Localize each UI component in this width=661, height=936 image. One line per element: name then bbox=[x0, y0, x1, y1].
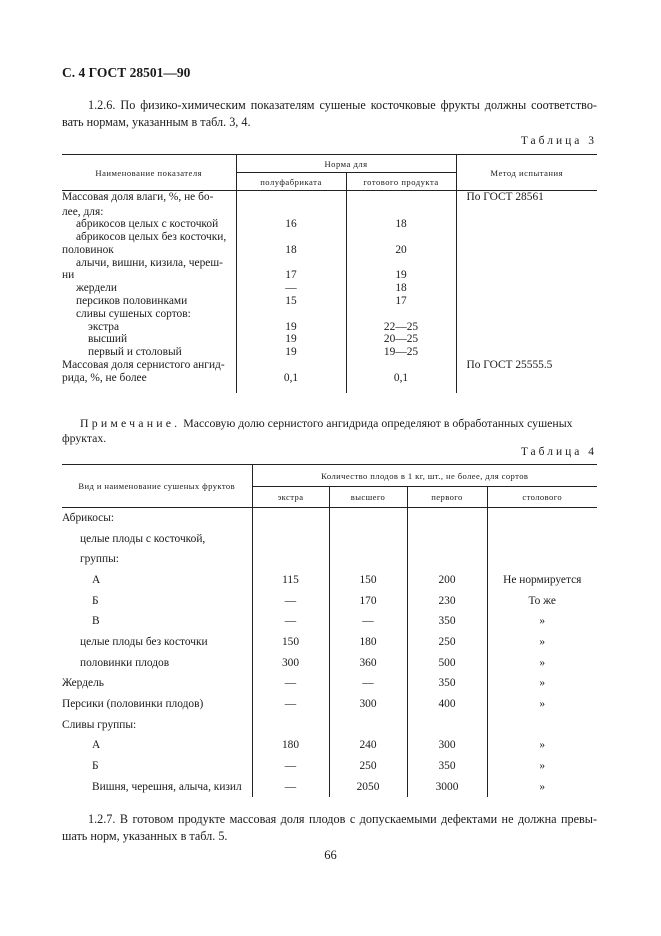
t4-cell-extra bbox=[252, 714, 329, 735]
table-row bbox=[62, 632, 597, 653]
t3-cell-ready: 18 bbox=[346, 282, 456, 295]
t3-cell-ready: 20—25 bbox=[346, 333, 456, 346]
table-row bbox=[62, 333, 597, 346]
t4-cell-high: 2050 bbox=[329, 776, 407, 797]
t4-cell-first: 200 bbox=[407, 570, 487, 591]
t3-cell-name: абрикосов целых без косточки, bbox=[76, 231, 227, 244]
note-label: Примечание. bbox=[80, 416, 181, 430]
t3-cell-method bbox=[456, 244, 597, 257]
table-row bbox=[62, 191, 597, 206]
t4-cell-table: То же bbox=[487, 590, 597, 611]
t3-cell-name: экстра bbox=[88, 320, 120, 333]
t3-cell-ready: 19—25 bbox=[346, 346, 456, 359]
t3-cell-semi: 15 bbox=[236, 295, 346, 308]
t3-cell-ready bbox=[346, 231, 456, 244]
t3-cell-name: сливы сушеных сортов: bbox=[76, 307, 191, 320]
t4-cell-first: 230 bbox=[407, 590, 487, 611]
t4-header-qty: Количество плодов в 1 кг, шт., не более, для сортов bbox=[252, 465, 597, 487]
table-row bbox=[62, 570, 597, 591]
t3-cell-method bbox=[456, 231, 597, 244]
t3-cell-semi bbox=[236, 206, 346, 219]
t3-cell-name: первый и столовый bbox=[88, 346, 182, 359]
table-row bbox=[62, 549, 597, 570]
t4-cell-name: Б bbox=[92, 594, 99, 607]
t4-header-extra: экстра bbox=[252, 487, 329, 508]
t4-cell-first bbox=[407, 508, 487, 529]
table-row bbox=[62, 372, 597, 393]
t4-cell-table: » bbox=[487, 735, 597, 756]
t4-cell-table: » bbox=[487, 652, 597, 673]
t4-cell-extra: 300 bbox=[252, 652, 329, 673]
t4-cell-first bbox=[407, 528, 487, 549]
t3-cell-method bbox=[456, 346, 597, 359]
t4-cell-high: 170 bbox=[329, 590, 407, 611]
t3-cell-name: жердели bbox=[76, 282, 117, 295]
t3-header-ready: готового продукта bbox=[346, 173, 456, 191]
t3-cell-name: лее, для: bbox=[62, 205, 104, 218]
t4-cell-name: целые плоды без косточки bbox=[80, 635, 208, 648]
t4-cell-first: 500 bbox=[407, 652, 487, 673]
t3-header-method: Метод испытания bbox=[456, 155, 597, 191]
t4-cell-high bbox=[329, 528, 407, 549]
table-row bbox=[62, 295, 597, 308]
paragraph-text: 1.2.6. По физико-химическим показателям сушеные косточковые фрукты должны соответство-вать нормам, указанным в табл. 3, 4. bbox=[62, 98, 597, 129]
table-row bbox=[62, 673, 597, 694]
t3-cell-semi: 16 bbox=[236, 218, 346, 231]
t4-cell-table bbox=[487, 549, 597, 570]
t4-cell-extra: — bbox=[252, 590, 329, 611]
t3-cell-semi: 19 bbox=[236, 333, 346, 346]
table-row bbox=[62, 590, 597, 611]
t3-cell-ready bbox=[346, 359, 456, 372]
t3-cell-ready: 18 bbox=[346, 218, 456, 231]
t4-cell-table bbox=[487, 528, 597, 549]
t4-cell-extra bbox=[252, 549, 329, 570]
table-row bbox=[62, 321, 597, 334]
t3-header-norm: Норма для bbox=[236, 155, 456, 173]
t4-cell-first: 350 bbox=[407, 673, 487, 694]
t4-cell-name: А bbox=[92, 573, 101, 586]
page-header: С. 4 ГОСТ 28501—90 bbox=[62, 65, 191, 80]
t3-cell-semi: 0,1 bbox=[236, 372, 346, 393]
t3-cell-method bbox=[456, 257, 597, 270]
t4-cell-name: В bbox=[92, 615, 100, 628]
table-row bbox=[62, 508, 597, 529]
table-row bbox=[62, 206, 597, 219]
t3-cell-method bbox=[456, 372, 597, 393]
t3-cell-method bbox=[456, 206, 597, 219]
t4-cell-name: Б bbox=[92, 760, 99, 773]
table-row bbox=[62, 776, 597, 797]
t3-cell-method bbox=[456, 333, 597, 346]
table-row bbox=[62, 694, 597, 715]
t3-cell-name: персиков половинками bbox=[76, 295, 188, 308]
page-number: 66 bbox=[324, 848, 337, 862]
t4-cell-extra: — bbox=[252, 776, 329, 797]
t3-cell-semi bbox=[236, 231, 346, 244]
t4-cell-table: » bbox=[487, 632, 597, 653]
t4-cell-extra: — bbox=[252, 756, 329, 777]
t4-cell-high: — bbox=[329, 673, 407, 694]
t4-cell-name: Вишня, черешня, алыча, кизил bbox=[92, 780, 242, 793]
t4-cell-extra: 115 bbox=[252, 570, 329, 591]
table-row bbox=[62, 652, 597, 673]
t4-cell-first bbox=[407, 714, 487, 735]
t4-cell-first: 3000 bbox=[407, 776, 487, 797]
t4-header-name: Вид и наименование сушеных фруктов bbox=[62, 465, 252, 508]
table-row bbox=[62, 282, 597, 295]
t3-cell-semi bbox=[236, 191, 346, 206]
t4-cell-table: » bbox=[487, 776, 597, 797]
t3-cell-name: алычи, вишни, кизила, череш- bbox=[76, 256, 223, 269]
t3-cell-ready bbox=[346, 191, 456, 206]
t4-cell-table: » bbox=[487, 611, 597, 632]
t4-cell-first: 400 bbox=[407, 694, 487, 715]
t4-cell-first: 300 bbox=[407, 735, 487, 756]
table-3-caption: Таблица 3 bbox=[520, 135, 597, 147]
t4-cell-extra: — bbox=[252, 673, 329, 694]
t3-cell-method bbox=[456, 218, 597, 231]
table-row bbox=[62, 231, 597, 244]
t3-cell-ready bbox=[346, 206, 456, 219]
table-row bbox=[62, 714, 597, 735]
t4-cell-name: А bbox=[92, 739, 101, 752]
t3-cell-name: половинок bbox=[62, 243, 114, 256]
t4-cell-name: Жердель bbox=[62, 677, 104, 690]
t4-cell-table: » bbox=[487, 756, 597, 777]
t4-header-first: первого bbox=[407, 487, 487, 508]
table-3 bbox=[62, 154, 597, 393]
t4-cell-name: группы: bbox=[80, 553, 119, 566]
t3-cell-method bbox=[456, 269, 597, 282]
t4-cell-extra bbox=[252, 528, 329, 549]
t4-cell-high: 300 bbox=[329, 694, 407, 715]
t4-cell-name: Сливы группы: bbox=[62, 718, 137, 731]
t3-cell-semi: — bbox=[236, 282, 346, 295]
t4-cell-table: Не нормируется bbox=[487, 570, 597, 591]
t3-cell-semi bbox=[236, 359, 346, 372]
t4-cell-extra: 180 bbox=[252, 735, 329, 756]
t4-cell-high: 150 bbox=[329, 570, 407, 591]
note-text: Массовую долю сернистого ангидрида определяют в обработанных сушеных фруктах. bbox=[62, 416, 573, 445]
table-4 bbox=[62, 464, 597, 797]
t4-cell-high: 360 bbox=[329, 652, 407, 673]
t3-cell-ready: 20 bbox=[346, 244, 456, 257]
table-row bbox=[62, 756, 597, 777]
t3-header-name: Наименование показателя bbox=[62, 155, 236, 191]
t3-cell-semi: 18 bbox=[236, 244, 346, 257]
t4-cell-high: 250 bbox=[329, 756, 407, 777]
paragraph-1-2-7 bbox=[62, 811, 597, 844]
t3-cell-ready bbox=[346, 308, 456, 321]
table-row bbox=[62, 359, 597, 372]
t3-cell-semi: 19 bbox=[236, 321, 346, 334]
t4-header-table: столового bbox=[487, 487, 597, 508]
table-row bbox=[62, 257, 597, 270]
t4-cell-table bbox=[487, 508, 597, 529]
t4-cell-extra bbox=[252, 508, 329, 529]
t4-cell-table: » bbox=[487, 694, 597, 715]
t4-cell-name: Персики (половинки плодов) bbox=[62, 698, 204, 711]
t3-cell-method: По ГОСТ 28561 bbox=[456, 191, 597, 206]
table-row bbox=[62, 308, 597, 321]
t4-cell-first: 350 bbox=[407, 756, 487, 777]
t3-cell-name: Массовая доля влаги, %, не бо- bbox=[62, 191, 214, 203]
t3-cell-name: ни bbox=[62, 269, 75, 282]
paragraph-1-2-6 bbox=[62, 97, 597, 130]
table-row bbox=[62, 611, 597, 632]
table-3-note bbox=[62, 416, 597, 446]
t4-cell-extra: — bbox=[252, 694, 329, 715]
t3-cell-name: высший bbox=[88, 333, 128, 346]
t3-header-semi: полуфабриката bbox=[236, 173, 346, 191]
t4-cell-first bbox=[407, 549, 487, 570]
t3-cell-semi bbox=[236, 257, 346, 270]
t4-cell-extra: — bbox=[252, 611, 329, 632]
table-row bbox=[62, 244, 597, 257]
t3-cell-semi: 17 bbox=[236, 269, 346, 282]
t3-cell-method bbox=[456, 295, 597, 308]
t3-cell-method bbox=[456, 308, 597, 321]
t4-cell-high bbox=[329, 714, 407, 735]
t4-cell-name: целые плоды с косточкой, bbox=[80, 532, 206, 545]
t4-cell-first: 350 bbox=[407, 611, 487, 632]
t4-cell-name: половинки плодов bbox=[80, 656, 170, 669]
t3-cell-method bbox=[456, 321, 597, 334]
t4-cell-table bbox=[487, 714, 597, 735]
t3-cell-name: абрикосов целых с косточкой bbox=[76, 218, 219, 231]
t3-cell-ready: 0,1 bbox=[346, 372, 456, 393]
table-row bbox=[62, 528, 597, 549]
t4-cell-high bbox=[329, 508, 407, 529]
t4-cell-high: — bbox=[329, 611, 407, 632]
t4-cell-extra: 150 bbox=[252, 632, 329, 653]
t3-cell-ready: 19 bbox=[346, 269, 456, 282]
t3-cell-name: Массовая доля сернистого ангид- bbox=[62, 359, 225, 372]
t3-cell-semi: 19 bbox=[236, 346, 346, 359]
t3-cell-ready: 22—25 bbox=[346, 321, 456, 334]
t4-cell-high: 180 bbox=[329, 632, 407, 653]
paragraph-text: 1.2.7. В готовом продукте массовая доля плодов с допускаемыми дефектами не должна превы-шать норм, указанных в табл. 5. bbox=[62, 812, 597, 843]
t3-cell-ready: 17 bbox=[346, 295, 456, 308]
t4-cell-first: 250 bbox=[407, 632, 487, 653]
t3-cell-name: рида, %, не более bbox=[62, 371, 147, 384]
table-row bbox=[62, 218, 597, 231]
table-4-caption: Таблица 4 bbox=[520, 446, 597, 458]
t4-cell-name: Абрикосы: bbox=[62, 512, 115, 525]
t3-cell-semi bbox=[236, 308, 346, 321]
t3-cell-method: По ГОСТ 25555.5 bbox=[456, 359, 597, 372]
t4-cell-table: » bbox=[487, 673, 597, 694]
t3-cell-ready bbox=[346, 257, 456, 270]
table-row bbox=[62, 269, 597, 282]
t4-header-high: высшего bbox=[329, 487, 407, 508]
t4-cell-high: 240 bbox=[329, 735, 407, 756]
table-row bbox=[62, 735, 597, 756]
t4-cell-high bbox=[329, 549, 407, 570]
t3-cell-method bbox=[456, 282, 597, 295]
table-row bbox=[62, 346, 597, 359]
